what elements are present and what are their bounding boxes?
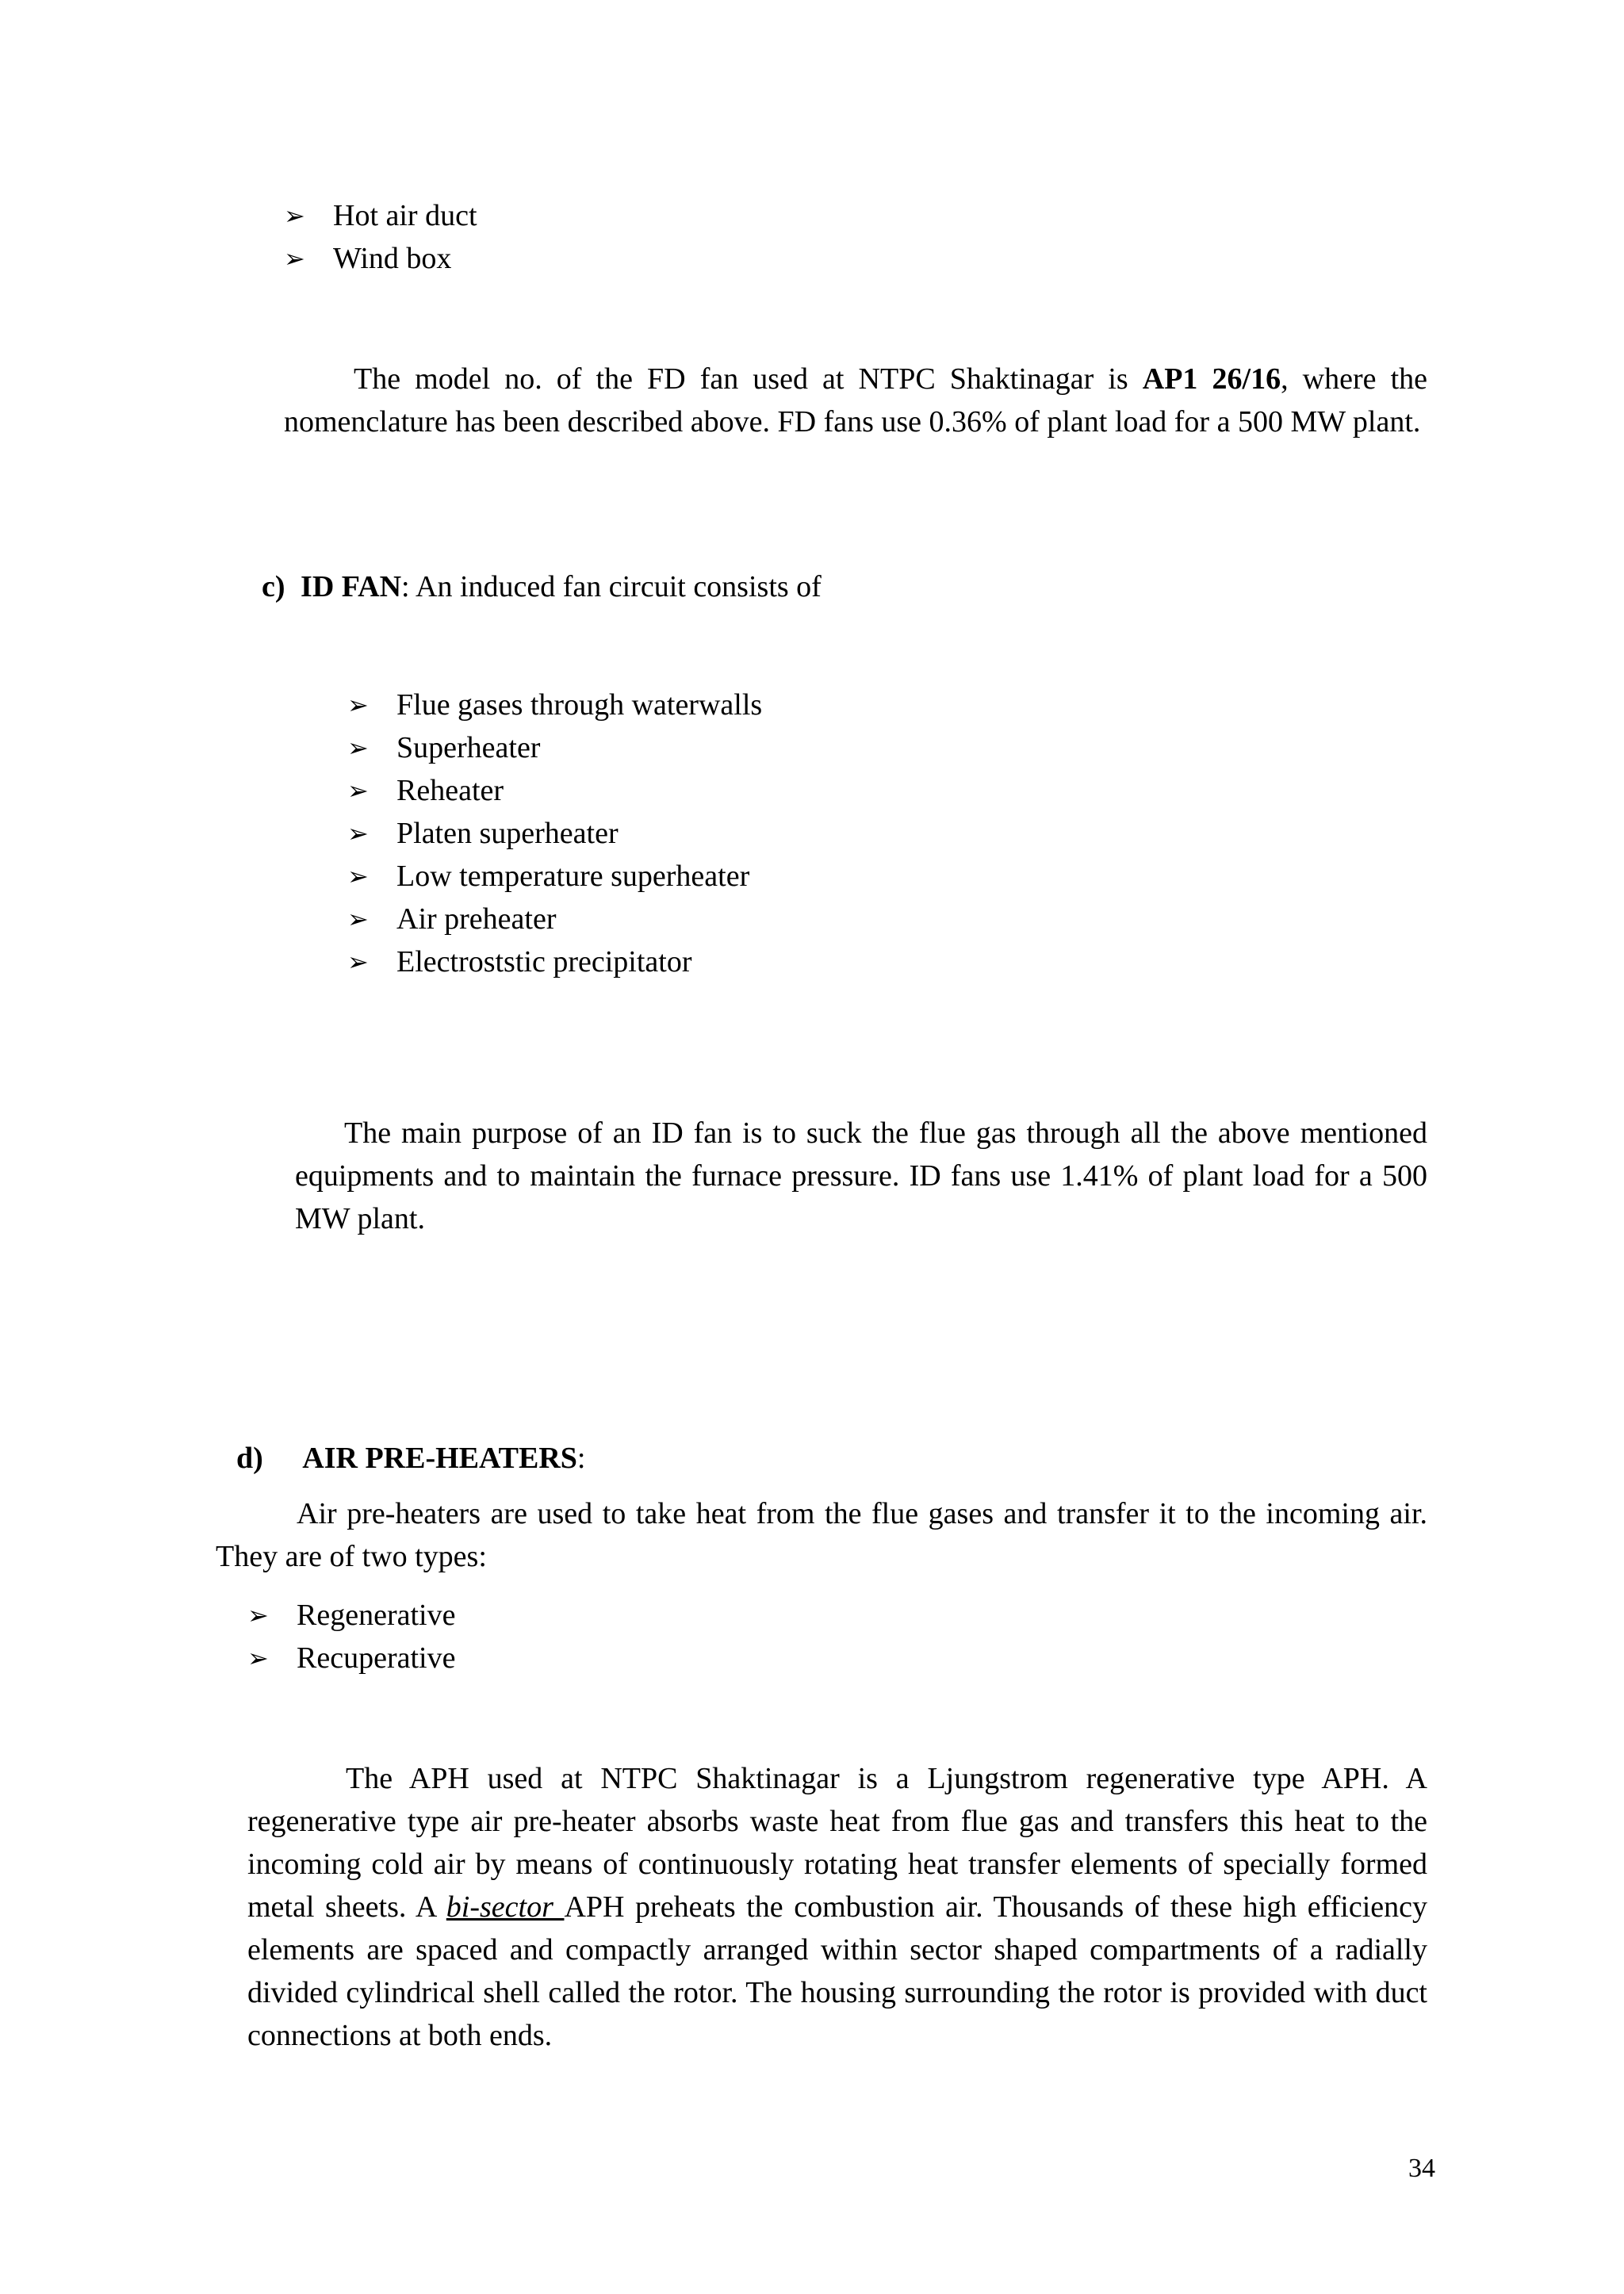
- arrowhead-bullet-icon: ➢: [284, 201, 305, 231]
- list-item: ➢ Hot air duct: [284, 194, 477, 237]
- arrowhead-bullet-icon: ➢: [247, 1600, 269, 1630]
- list-item: ➢ Low temperature superheater: [347, 855, 762, 898]
- arrowhead-bullet-icon: ➢: [347, 818, 369, 848]
- page-number: 34: [1408, 2154, 1435, 2183]
- bi-sector-link: bi-sector: [446, 1890, 565, 1924]
- list-item: ➢ Platen superheater: [347, 812, 762, 855]
- list-item: ➢ Flue gases through waterwalls: [347, 684, 762, 726]
- fd-fan-paragraph: The model no. of the FD fan used at NTPC Shaktinagar is AP1 26/16, where the nomenclature has been described above. FD fans use 0.36% of plant load for a 500 MW plant.: [284, 362, 1427, 439]
- arrowhead-bullet-icon: ➢: [347, 947, 369, 977]
- list-item: ➢ Regenerative: [247, 1594, 455, 1637]
- air-preheaters-heading: d) AIR PRE-HEATERS:: [236, 1442, 586, 1475]
- top-list: [284, 194, 477, 280]
- arrowhead-bullet-icon: ➢: [347, 690, 369, 720]
- list-item: ➢ Reheater: [347, 769, 762, 812]
- list-item: ➢ Superheater: [347, 726, 762, 769]
- arrowhead-bullet-icon: ➢: [347, 776, 369, 806]
- arrowhead-bullet-icon: ➢: [284, 243, 305, 274]
- list-item: ➢ Recuperative: [247, 1637, 455, 1679]
- list-item: ➢ Wind box: [284, 237, 477, 280]
- list-item: ➢ Electroststic precipitator: [347, 940, 762, 983]
- aph-types-list: [247, 1594, 455, 1679]
- list-item: ➢ Air preheater: [347, 898, 762, 940]
- aph-intro-paragraph: Air pre-heaters are used to take heat from the flue gases and transfer it to the incoming air. They are of two types:: [216, 1497, 1427, 1573]
- arrowhead-bullet-icon: ➢: [347, 904, 369, 934]
- id-fan-list: [347, 684, 762, 983]
- fd-model-number: AP1 26/16: [1142, 362, 1281, 396]
- id-fan-heading: c) ID FAN: An induced fan circuit consists of: [262, 570, 822, 603]
- id-fan-paragraph: The main purpose of an ID fan is to suck the flue gas through all the above mentioned equipments and to maintain the furnace pressure. ID fans use 1.41% of plant load for a 500 MW plant.: [295, 1116, 1427, 1235]
- arrowhead-bullet-icon: ➢: [247, 1643, 269, 1673]
- aph-paragraph: The APH used at NTPC Shaktinagar is a Ljungstrom regenerative type APH. A regenerative type air pre-heater absorbs waste heat from flue gas and transfers this heat to the incoming cold air by means of continuously rotating heat transfer elements of specially formed metal sheets. A bi-sector APH preheats the combustion air. Thousands of these high efficiency elements are spaced and compactly arranged within sector shaped compartments of a radially divided cylindrical shell called the rotor. The housing surrounding the rotor is provided with duct connections at both ends.: [247, 1762, 1428, 2052]
- arrowhead-bullet-icon: ➢: [347, 861, 369, 891]
- arrowhead-bullet-icon: ➢: [347, 733, 369, 763]
